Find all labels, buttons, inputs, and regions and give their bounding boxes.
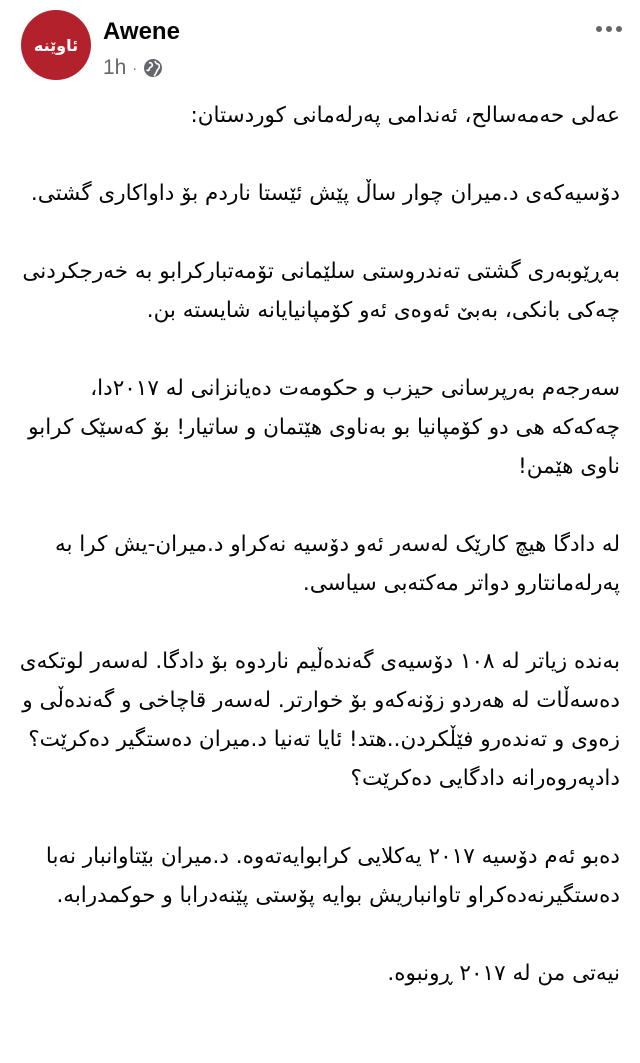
post-paragraph: لە دادگا هیچ کارێک لەسەر ئەو دۆسیە نەکراو د.میران-یش کرا بە پەرلەمانتارو دواتر مەکتەبی سیاسی. — [54, 532, 620, 596]
meta-separator: · — [132, 60, 138, 76]
post-paragraph: عەلی حەمەسالح، ئەندامی پەرلەمانی کوردستان: — [190, 103, 620, 128]
post-body — [0, 96, 640, 993]
post-paragraph: بەڕێوبەری گشتی تەندروستی سلێمانی تۆمەتبارکرابو بە خەرجکردنی چەکی بانکی، بەبێ ئەوەی ئەو کۆمپانیایانە شایستە بن. — [22, 259, 620, 323]
post-paragraph: سەرجەم بەرپرسانی حیزب و حکومەت دەیانزانی لە ٢٠١٧دا، چەکەکە هی دو کۆمپانیا بو بەناوی هێتمان و ساتیار! بۆ کەسێک کرابو ناوی هێمن! — [28, 376, 620, 479]
post-meta — [103, 56, 163, 80]
post-paragraph: دەبو ئەم دۆسیە ٢٠١٧ یەکلایی کرابوایەتەوە. د.میران بێتاوانبار نەبا دەستگیرنەدەکراو تاوانباریش بوایە پۆستی پێنەدرابا و حوکمدرابە. — [45, 844, 620, 908]
post-header — [0, 0, 640, 96]
avatar-logo-text: ئاوێنە — [33, 35, 79, 55]
author-name[interactable]: Awene — [103, 18, 180, 45]
post-paragraph: نیەتی من لە ٢٠١٧ ڕونبوە. — [387, 961, 620, 986]
post-paragraph: دۆسیەکەی د.میران چوار ساڵ پێش ئێستا ناردم بۆ داواکاری گشتی. — [30, 181, 620, 206]
globe-icon[interactable] — [143, 58, 163, 78]
avatar[interactable] — [21, 10, 91, 80]
post-time[interactable]: 1h — [103, 56, 127, 79]
post-paragraph: بەندە زیاتر لە ١٠٨ دۆسیەی گەندەڵیم ناردوە بۆ دادگا. لەسەر لوتکەی دەسەڵات لە هەردو زۆنەکەو بۆ خوارتر. لەسەر قاچاخی و گەندەڵی و زەوی و تەندەرو فێڵکردن..هتد! ئایا تەنیا د.میران دەستگیر دەکرێت؟ دادپەروەرانە دادگایی دەکرێت؟ — [19, 649, 620, 791]
more-options-icon[interactable] — [592, 22, 626, 36]
